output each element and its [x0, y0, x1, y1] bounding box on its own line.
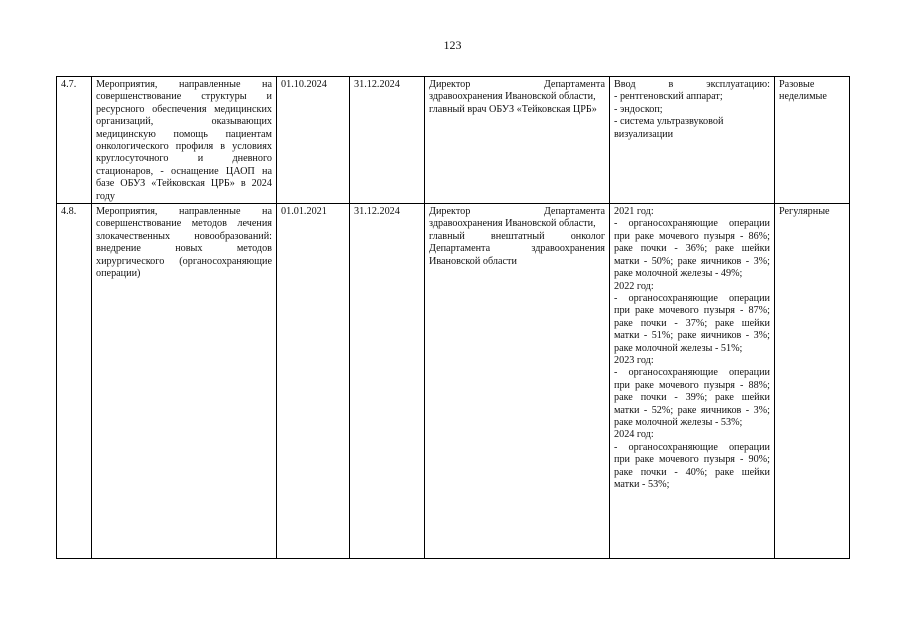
- end-date: 31.12.2024: [350, 204, 425, 559]
- table-row: [57, 77, 850, 204]
- activity-type: Разовые неделимые: [775, 77, 850, 204]
- activity-type: Регулярные: [775, 204, 850, 559]
- row-number: 4.7.: [57, 77, 92, 204]
- expected-result: [610, 77, 775, 204]
- activity-description: Мероприятия, направленные на совершенствование методов лечения злокачественных новообразований: внедрение новых методов хирургического (органосохраняющие операции): [92, 204, 277, 559]
- responsible-line: главный врач ОБУЗ «Тейковская ЦРБ»: [429, 103, 597, 115]
- result-line: 2022 год:: [614, 280, 654, 292]
- result-line: - органосохраняющие операции при раке мочевого пузыря - 90%; раке почки - 40%; раке шейки матки - 53%;: [614, 441, 770, 490]
- responsible-line: Директор Департамента здравоохранения Ивановской области,: [429, 79, 605, 103]
- result-line: - эндоскоп;: [614, 103, 663, 115]
- result-line: 2024 год:: [614, 429, 654, 441]
- activities-table: [56, 76, 850, 559]
- activity-description: Мероприятия, направленные на совершенствование структуры и ресурсного обеспечения медицинских организаций, оказывающих медицинскую помощь пациентам онкологического профиля в условиях круглосуточного и дневного стационаров, - оснащение ЦАОП на базе ОБУЗ «Тейковская ЦРБ» в 2024 году: [92, 77, 277, 204]
- result-line: - органосохраняющие операции при раке мочевого пузыря - 88%; раке почки - 39%; раке шейки матки - 52%; раке яичников - 3%; раке молочной железы - 53%;: [614, 367, 770, 428]
- result-line: Ввод в эксплуатацию:: [614, 79, 770, 90]
- result-line: 2023 год:: [614, 354, 654, 366]
- page-number: 123: [443, 38, 462, 52]
- result-line: - органосохраняющие операции при раке мочевого пузыря - 87%; раке почки - 37%; раке шейки матки - 51%; раке яичников - 3%; раке молочной железы - 51%;: [614, 292, 770, 354]
- start-date: 01.10.2024: [277, 77, 350, 204]
- row-number: 4.8.: [57, 204, 92, 559]
- result-line: - органосохраняющие операции при раке мочевого пузыря - 86%; раке почки - 36%; раке шейки матки - 50%; раке яичников - 3%; раке молочной железы - 49%;: [614, 218, 770, 280]
- result-line: - система ультразвуковой визуализации: [614, 116, 724, 140]
- result-line: 2021 год:: [614, 206, 654, 218]
- responsible-persons: [425, 77, 610, 204]
- responsible-line: главный внештатный онколог Департамента здравоохранения Ивановской области: [429, 230, 605, 267]
- result-line: - рентгеновский аппарат;: [614, 91, 723, 103]
- responsible-persons: [425, 204, 610, 559]
- responsible-line: Директор Департамента здравоохранения Ивановской области,: [429, 206, 605, 230]
- end-date: 31.12.2024: [350, 77, 425, 204]
- table-row: [57, 204, 850, 559]
- expected-result: [610, 204, 775, 559]
- start-date: 01.01.2021: [277, 204, 350, 559]
